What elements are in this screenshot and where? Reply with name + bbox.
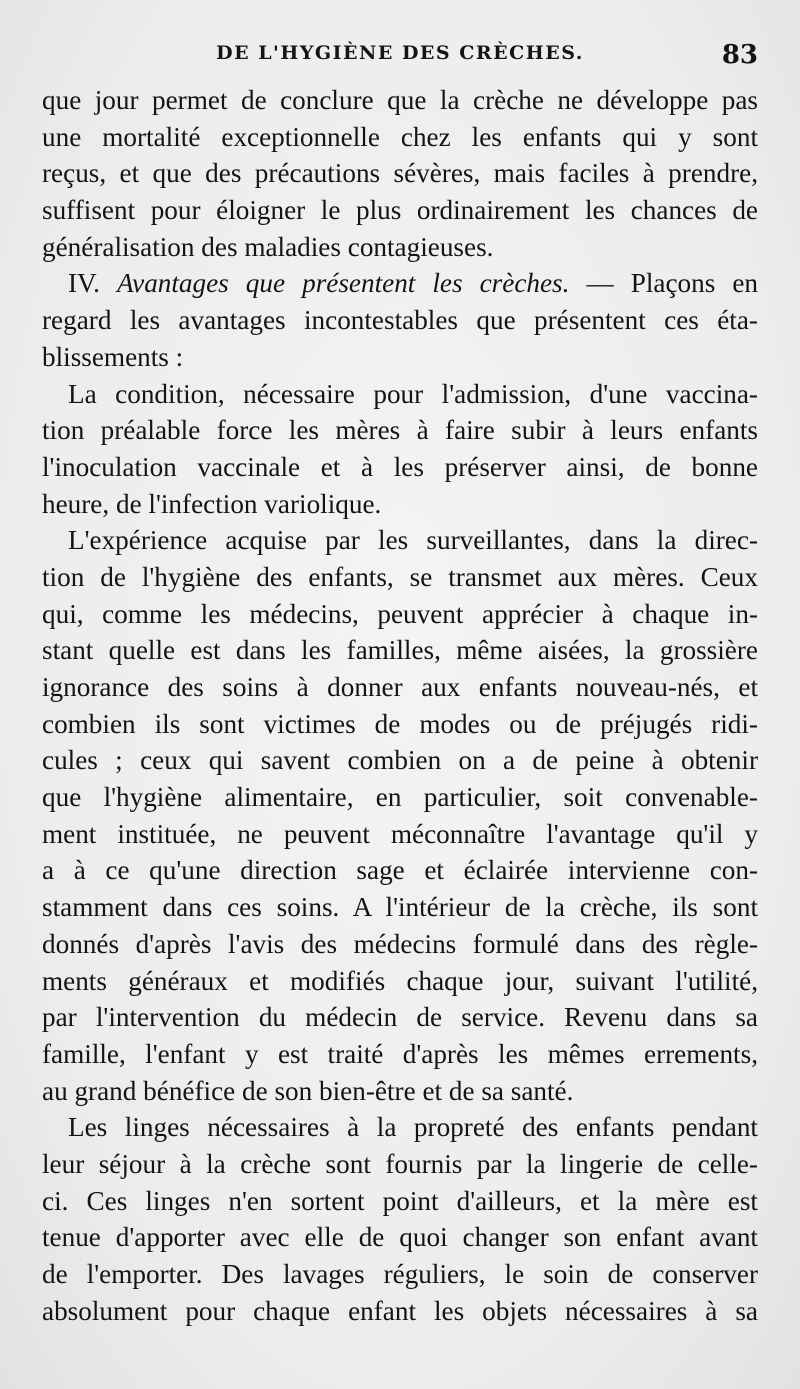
text-line: de l'emporter. Des lavages réguliers, le soin de conserver xyxy=(42,1259,758,1289)
text-line: qui, comme les médecins, peuvent apprécier à chaque in- xyxy=(42,598,758,629)
text-line: l'inoculation vaccinale et à les préserver ainsi, de bonne xyxy=(42,451,758,482)
text-line: ignorance des soins à donner aux enfants nouveau-nés, et xyxy=(42,672,758,702)
text-line: au grand bénéfice de son bien-être et de sa santé. xyxy=(42,1075,574,1106)
text-line: généralisation des maladies contagieuses. xyxy=(42,231,494,262)
section-heading-line xyxy=(42,265,758,302)
text-line: combien ils sont victimes de modes ou de préjugés ridi- xyxy=(42,708,758,739)
page-number: 83 xyxy=(721,40,758,70)
running-title: DE L'HYGIÈNE DES CRÈCHES. xyxy=(216,42,584,64)
text-line: par l'intervention du médecin de service. Revenu dans sa xyxy=(42,1002,758,1033)
text-line: L'expérience acquise par les surveillantes, dans la direc- xyxy=(68,525,758,556)
section-heading-rest: — Plaçons en xyxy=(569,268,758,299)
section-title: Avantages que présentent les crèches. xyxy=(117,268,570,299)
text-line: tenue d'apporter avec elle de quoi changer son enfant avant xyxy=(42,1222,758,1253)
text-line: a à ce qu'une direction sage et éclairée intervienne con- xyxy=(42,855,758,886)
text-line: absolument pour chaque enfant les objets nécessaires à sa xyxy=(42,1295,758,1326)
text-line: tion de l'hygiène des enfants, se transmet aux mères. Ceux xyxy=(42,561,758,592)
text-line: regard les avantages incontestables que présentent ces éta- xyxy=(42,305,758,336)
text-line: Les linges nécessaires à la propreté des enfants pendant xyxy=(68,1112,758,1143)
text-line: suffisent pour éloigner le plus ordinairement les chances de xyxy=(42,195,758,226)
text-line: leur séjour à la crèche sont fournis par la lingerie de celle- xyxy=(42,1148,758,1179)
text-line: stamment dans ces soins. A l'intérieur de la crèche, ils sont xyxy=(42,892,758,923)
running-header xyxy=(40,40,760,70)
text-line: cules ; ceux qui savent combien on a de peine à obtenir xyxy=(42,745,758,776)
text-line: ci. Ces linges n'en sortent point d'ailleurs, et la mère est xyxy=(42,1185,758,1216)
body-text xyxy=(42,82,758,1329)
text-line: heure, de l'infection variolique. xyxy=(42,488,382,519)
text-line: La condition, nécessaire pour l'admission, d'une vaccina- xyxy=(68,378,758,409)
text-line: donnés d'après l'avis des médecins formulé dans des règle- xyxy=(42,928,758,959)
text-line: famille, l'enfant y est traité d'après les mêmes errements, xyxy=(42,1038,758,1069)
text-line: stant quelle est dans les familles, même aisées, la grossière xyxy=(42,635,758,666)
text-line: que l'hygiène alimentaire, en particulier, soit convenable- xyxy=(42,782,758,813)
text-line: que jour permet de conclure que la crèche ne développe pas xyxy=(42,85,758,115)
text-line: ment instituée, ne peuvent méconnaître l'avantage qu'il y xyxy=(42,818,758,849)
text-line: ments généraux et modifiés chaque jour, suivant l'utilité, xyxy=(42,965,758,996)
text-line: blissements : xyxy=(42,341,184,372)
text-line: une mortalité exceptionnelle chez les enfants qui y sont xyxy=(42,121,758,152)
text-line: tion préalable force les mères à faire subir à leurs enfants xyxy=(42,415,758,446)
section-number: IV. xyxy=(68,268,118,299)
text-line: reçus, et que des précautions sévères, mais faciles à prendre, xyxy=(42,158,758,189)
